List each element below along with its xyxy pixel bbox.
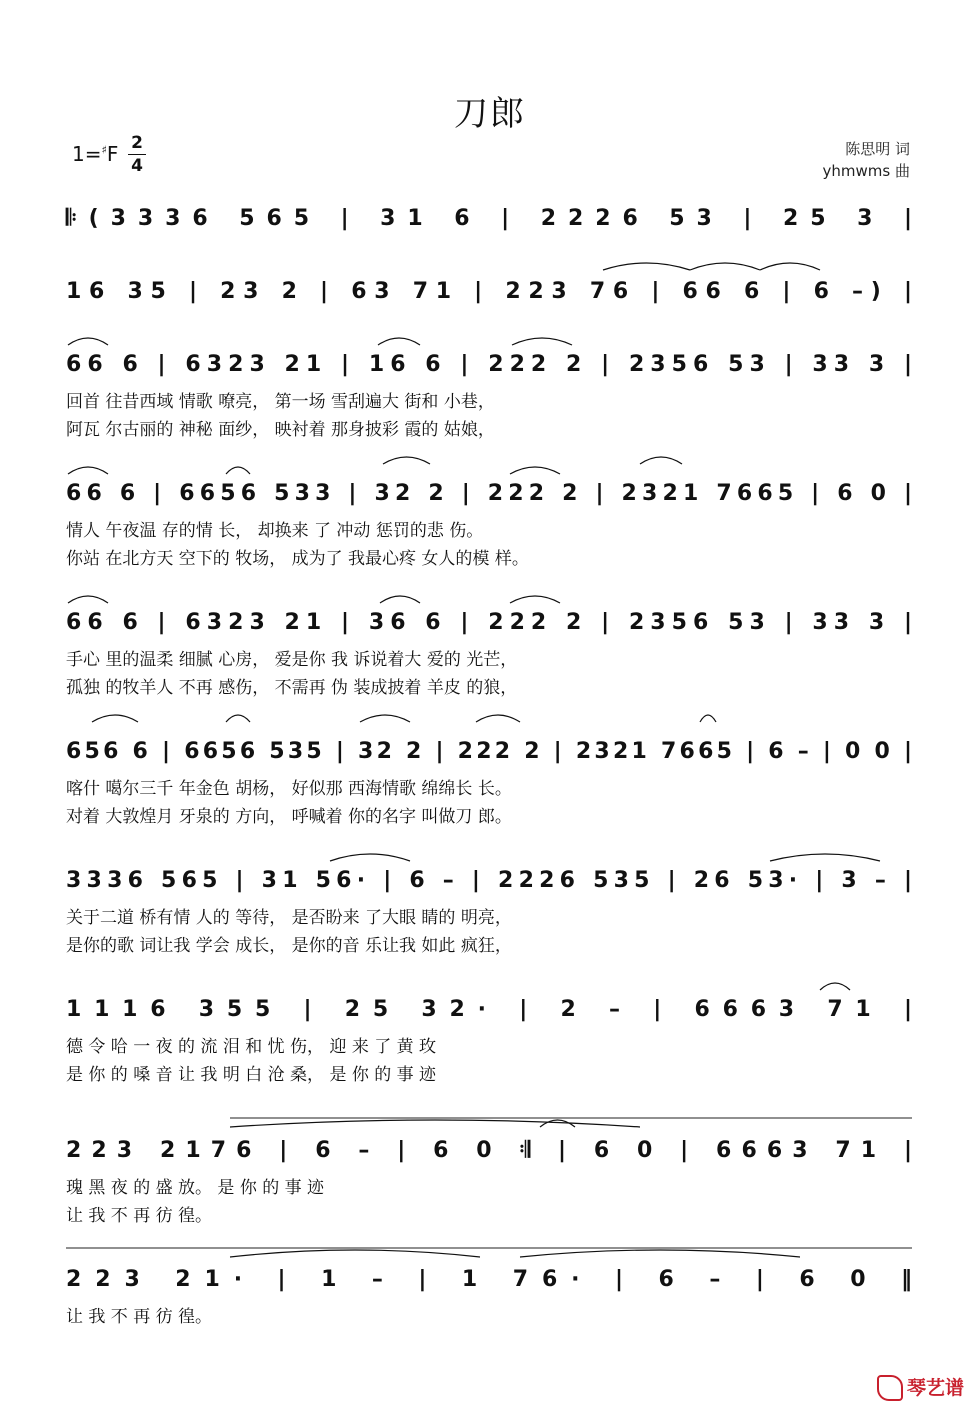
tie-slur (226, 467, 250, 474)
sharp-sign: ♯ (101, 143, 107, 157)
notation-line: 66 6 | 6656 533 | 32 2 | 222 2 | 2321 7665 | 6 0 | (66, 481, 912, 506)
tie-slur (476, 715, 520, 722)
lyric-line: 孤独 的牧羊人 不再 感伤， 不需再 伪 装成披着 羊皮 的狼， (66, 678, 518, 698)
tie-slur (640, 457, 682, 464)
logo-text: 琴艺谱 (906, 1376, 964, 1399)
tie-slur (68, 596, 108, 603)
time-signature-bottom: 4 (131, 156, 143, 176)
notation-line: 1116 355 | 25 32· | 2 – | 6663 71 | (66, 997, 913, 1022)
tie-slur (603, 263, 690, 270)
tie-slur (510, 467, 560, 474)
notation-line: 656 6 | 6656 535 | 32 2 | 222 2 | 2321 7665 | 6 – | 0 0 | (66, 739, 913, 764)
logo-icon (877, 1375, 903, 1401)
notation-line: 66 6 | 6323 21 | 36 6 | 222 2 | 2356 53 | 33 3 | (66, 610, 912, 635)
composer-credit: yhmwms 曲 (822, 162, 910, 180)
page-title: 刀郎 (454, 94, 526, 134)
tie-slur (512, 338, 572, 345)
tie-slur (330, 854, 410, 861)
lyric-line: 你站 在北方天 空下的 牧场， 成为了 我最心疼 女人的模 样。 (66, 549, 529, 569)
tie-slur (68, 338, 108, 345)
lyric-line: 喀什 噶尔三千 年金色 胡杨， 好似那 西海情歌 绵绵长 长。 (66, 779, 512, 799)
lyricist-credit: 陈思明 词 (845, 140, 910, 158)
notation-line: 16 35 | 23 2 | 63 71 | 223 76 | 66 6 | 6 –) | (66, 279, 913, 304)
tie-slur (226, 715, 250, 722)
site-logo (877, 1373, 964, 1402)
notation-line: 𝄆(3336 565 | 31 6 | 2226 53 | 25 3 | (66, 206, 912, 231)
notation-line: 66 6 | 6323 21 | 16 6 | 222 2 | 2356 53 | 33 3 | (66, 352, 912, 377)
tie-slur (760, 263, 820, 270)
tie-slur (360, 715, 410, 722)
notation-line: 223 2176 | 6 – | 6 0 𝄇 | 6 0 | 6663 71 | (66, 1138, 913, 1163)
tie-slur (92, 715, 138, 722)
tie-slur (380, 596, 420, 603)
tie-slur (770, 854, 880, 861)
lyric-line: 德 令 哈 一 夜 的 流 泪 和 忧 伤， 迎 来 了 黄 玫 (66, 1037, 437, 1057)
lyric-line: 回首 往昔西域 情歌 嘹亮， 第一场 雪刮遍大 街和 小巷， (66, 392, 495, 412)
key-note: F (106, 142, 119, 166)
tie-slur (700, 715, 716, 722)
tie-slur (378, 338, 420, 345)
lyric-line: 情人 午夜温 存的情 长， 却换来 了 冲动 惩罚的悲 伤。 (66, 521, 484, 541)
tie-slur (68, 467, 108, 474)
lyric-line: 让 我 不 再 彷 徨。 (66, 1206, 213, 1226)
tie-slur (690, 263, 760, 270)
lyric-line: 让 我 不 再 彷 徨。 (66, 1307, 213, 1327)
lyric-line: 对着 大敦煌月 牙泉的 方向， 呼喊着 你的名字 叫做刀 郎。 (66, 807, 512, 827)
key-prefix: 1= (72, 142, 102, 166)
lyric-line: 是你的歌 词让我 学会 成长， 是你的音 乐让我 如此 疯狂， (66, 936, 512, 956)
lyric-line: 是 你 的 嗓 音 让 我 明 白 沧 桑， 是 你 的 事 迹 (66, 1065, 437, 1085)
time-signature-top: 2 (131, 133, 143, 153)
tie-slur (230, 1250, 480, 1257)
tie-slur (540, 1120, 575, 1127)
lyric-line: 阿瓦 尔古丽的 神秘 面纱， 映衬着 那身披彩 霞的 姑娘， (66, 420, 495, 440)
tie-slur (230, 1120, 640, 1127)
notation-line: 3336 565 | 31 56· | 6 – | 2226 535 | 26 53· | 3 – | (66, 868, 912, 893)
tie-slur (383, 457, 430, 464)
notation-line: 223 21· | 1 – | 1 76· | 6 – | 6 0 ‖ (66, 1267, 912, 1292)
lyric-line: 手心 里的温柔 细腻 心房， 爱是你 我 诉说着大 爱的 光芒， (66, 650, 518, 670)
tie-slur (510, 596, 560, 603)
lyric-line: 关于二道 桥有情 人的 等待， 是否盼来 了大眼 睛的 明亮， (66, 908, 512, 928)
tie-slur (820, 983, 850, 990)
lyric-line: 瑰 黑 夜 的 盛 放。 是 你 的 事 迹 (66, 1178, 325, 1198)
tie-slur (520, 1250, 800, 1257)
